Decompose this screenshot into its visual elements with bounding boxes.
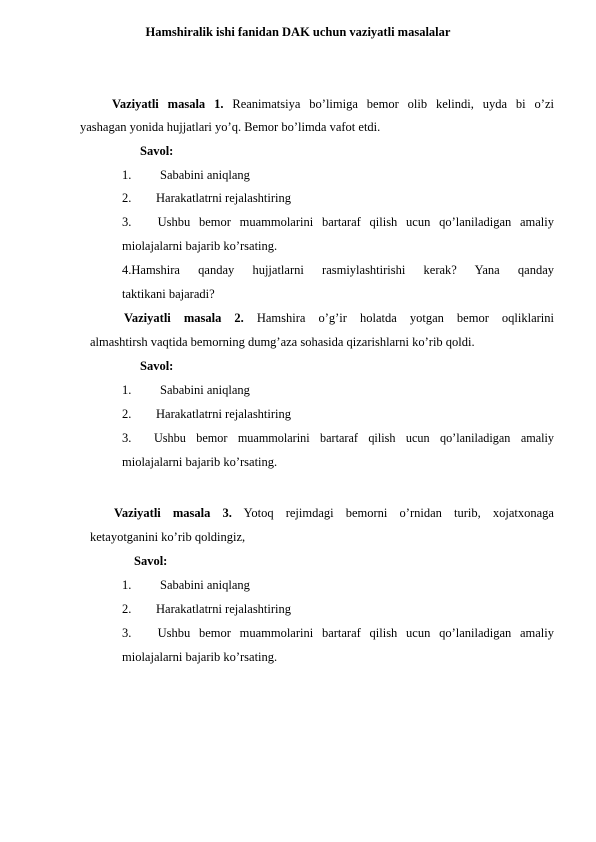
- problem-2-first-line: [124, 310, 554, 326]
- problem-1-text-line1: Reanimatsiya bo’limiga bemor olib kelindi, uyda bi o’zi: [232, 97, 554, 111]
- problem-3-text-line2: ketayotganini ko’rib qoldingiz,: [90, 530, 246, 544]
- problem-3-heading: Vaziyatli masala 3.: [114, 506, 232, 520]
- problem-2-savol: Savol:: [140, 359, 174, 373]
- problem-3-item-1-text: Sababini aniqlang: [160, 578, 250, 592]
- problem-3-item-3-line1: [122, 625, 554, 641]
- problem-1-item-4-line2: taktikani bajaradi?: [122, 287, 215, 301]
- problem-1-item-4-line1: [122, 262, 554, 278]
- problem-1-item-4-text: Hamshira qanday hujjatlarni rasmiylashtirishi kerak? Yana qanday: [131, 263, 554, 277]
- problem-3-text-line1: Yotoq rejimdagi bemorni o’rnidan turib, xojatxonaga: [243, 506, 554, 520]
- problem-3-item-3-text: Ushbu bemor muammolarini bartaraf qilish ucun qo’laniladigan amaliy: [157, 626, 555, 640]
- problem-2-item-3-text: Ushbu bemor muammolarini bartaraf qilish ucun qo’laniladigan amaliy: [154, 431, 554, 445]
- problem-1-first-line: [112, 96, 554, 112]
- problem-2-item-1-text: Sababini aniqlang: [160, 383, 250, 397]
- problem-3-item-1-num: 1.: [122, 578, 132, 592]
- problem-1-item-1-text: Sababini aniqlang: [160, 168, 250, 182]
- page-title: Hamshiralik ishi fanidan DAK uchun vaziyatli masalalar: [145, 25, 451, 39]
- problem-1-savol: Savol:: [140, 144, 174, 158]
- problem-3-item-3-num: 3.: [122, 626, 132, 640]
- problem-2-item-2-num: 2.: [122, 407, 132, 421]
- problem-2-item-3-line2: miolajalarni bajarib ko’rsating.: [122, 455, 278, 469]
- problem-3-item-2-num: 2.: [122, 602, 132, 616]
- problem-1-item-4-num: 4.: [122, 263, 132, 277]
- problem-1-item-3-line1: [122, 214, 554, 230]
- problem-1-item-3-line2: miolajalarni bajarib ko’rsating.: [122, 239, 278, 253]
- problem-1-item-1-num: 1.: [122, 168, 132, 182]
- problem-1-item-2-text: Harakatlatrni rejalashtiring: [156, 191, 292, 205]
- problem-2-text-line1: Hamshira o’g’ir holatda yotgan bemor oqliklarini: [256, 311, 554, 325]
- problem-3-item-2-text: Harakatlatrni rejalashtiring: [156, 602, 292, 616]
- problem-2-item-2-text: Harakatlatrni rejalashtiring: [156, 407, 292, 421]
- problem-3-item-3-line2: miolajalarni bajarib ko’rsating.: [122, 650, 278, 664]
- problem-2-item-1-num: 1.: [122, 383, 132, 397]
- problem-3-first-line: [114, 505, 554, 521]
- problem-3-savol: Savol:: [134, 554, 168, 568]
- problem-1-text-line2: yashagan yonida hujjatlari yo’q. Bemor bo’limda vafot etdi.: [80, 120, 381, 134]
- problem-2-heading: Vaziyatli masala 2.: [124, 311, 244, 325]
- problem-1-item-3-text: Ushbu bemor muammolarini bartaraf qilish ucun qo’laniladigan amaliy: [157, 215, 555, 229]
- problem-1-item-2-num: 2.: [122, 191, 132, 205]
- problem-1-item-3-num: 3.: [122, 215, 132, 229]
- problem-1-heading: Vaziyatli masala 1.: [112, 97, 224, 111]
- problem-2-text-line2: almashtirsh vaqtida bemorning dumg’aza sohasida qizarishlarni ko’rib qoldi.: [90, 335, 475, 349]
- problem-2-item-3-num: 3.: [122, 431, 132, 445]
